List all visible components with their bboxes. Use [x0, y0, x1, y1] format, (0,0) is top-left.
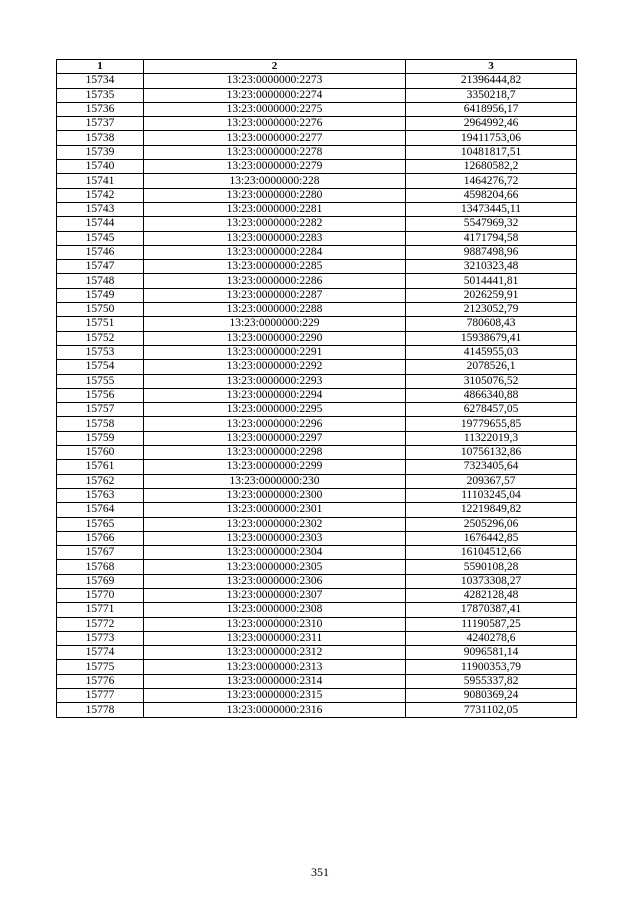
table-row — [57, 588, 577, 602]
cadastral-number-cell: 13:23:0000000:2299 — [144, 460, 406, 474]
cadastral-number-cell: 13:23:0000000:2292 — [144, 360, 406, 374]
cadastral-number-cell: 13:23:0000000:2274 — [144, 88, 406, 102]
value-cell: 5955337,82 — [406, 674, 577, 688]
value-cell: 4282128,48 — [406, 588, 577, 602]
row-number-cell: 15756 — [57, 388, 144, 402]
value-cell: 4145955,03 — [406, 345, 577, 359]
cadastral-number-cell: 13:23:0000000:2280 — [144, 188, 406, 202]
value-cell: 5014441,81 — [406, 274, 577, 288]
table-row — [57, 131, 577, 145]
value-cell: 4171794,58 — [406, 231, 577, 245]
row-number-cell: 15772 — [57, 617, 144, 631]
table-row — [57, 531, 577, 545]
row-number-cell: 15763 — [57, 488, 144, 502]
row-number-cell: 15740 — [57, 160, 144, 174]
value-cell: 2078526,1 — [406, 360, 577, 374]
table-row — [57, 202, 577, 216]
row-number-cell: 15758 — [57, 417, 144, 431]
data-table — [56, 59, 577, 718]
table-row — [57, 245, 577, 259]
table-row — [57, 102, 577, 116]
value-cell: 16104512,66 — [406, 546, 577, 560]
row-number-cell: 15744 — [57, 217, 144, 231]
table-row — [57, 188, 577, 202]
table-row — [57, 74, 577, 88]
value-cell: 13473445,11 — [406, 202, 577, 216]
row-number-cell: 15751 — [57, 317, 144, 331]
value-cell: 10373308,27 — [406, 574, 577, 588]
value-cell: 17870387,41 — [406, 603, 577, 617]
row-number-cell: 15736 — [57, 102, 144, 116]
row-number-cell: 15771 — [57, 603, 144, 617]
row-number-cell: 15754 — [57, 360, 144, 374]
value-cell: 2123052,79 — [406, 303, 577, 317]
table-row — [57, 260, 577, 274]
row-number-cell: 15757 — [57, 403, 144, 417]
cadastral-number-cell: 13:23:0000000:2278 — [144, 145, 406, 159]
cadastral-number-cell: 13:23:0000000:2285 — [144, 260, 406, 274]
table-row — [57, 388, 577, 402]
row-number-cell: 15759 — [57, 431, 144, 445]
row-number-cell: 15767 — [57, 546, 144, 560]
row-number-cell: 15737 — [57, 117, 144, 131]
column-header: 3 — [406, 60, 577, 74]
value-cell: 5547969,32 — [406, 217, 577, 231]
row-number-cell: 15738 — [57, 131, 144, 145]
table-row — [57, 431, 577, 445]
cadastral-number-cell: 13:23:0000000:2281 — [144, 202, 406, 216]
cadastral-number-cell: 13:23:0000000:2276 — [144, 117, 406, 131]
table-body — [57, 74, 577, 717]
table-row — [57, 331, 577, 345]
value-cell: 6278457,05 — [406, 403, 577, 417]
table-row — [57, 517, 577, 531]
table-row — [57, 217, 577, 231]
table-row — [57, 503, 577, 517]
row-number-cell: 15747 — [57, 260, 144, 274]
cadastral-number-cell: 13:23:0000000:2302 — [144, 517, 406, 531]
row-number-cell: 15743 — [57, 202, 144, 216]
value-cell: 4866340,88 — [406, 388, 577, 402]
value-cell: 5590108,28 — [406, 560, 577, 574]
row-number-cell: 15761 — [57, 460, 144, 474]
cadastral-number-cell: 13:23:0000000:2283 — [144, 231, 406, 245]
value-cell: 3350218,7 — [406, 88, 577, 102]
row-number-cell: 15739 — [57, 145, 144, 159]
table-header-row — [57, 60, 577, 74]
table-row — [57, 288, 577, 302]
row-number-cell: 15752 — [57, 331, 144, 345]
cadastral-number-cell: 13:23:0000000:2301 — [144, 503, 406, 517]
value-cell: 11190587,25 — [406, 617, 577, 631]
row-number-cell: 15762 — [57, 474, 144, 488]
row-number-cell: 15764 — [57, 503, 144, 517]
table-row — [57, 546, 577, 560]
table-row — [57, 574, 577, 588]
table-row — [57, 274, 577, 288]
row-number-cell: 15776 — [57, 674, 144, 688]
value-cell: 2505296,06 — [406, 517, 577, 531]
table-row — [57, 446, 577, 460]
value-cell: 19411753,06 — [406, 131, 577, 145]
cadastral-number-cell: 13:23:0000000:2277 — [144, 131, 406, 145]
table-row — [57, 689, 577, 703]
row-number-cell: 15778 — [57, 703, 144, 717]
value-cell: 209367,57 — [406, 474, 577, 488]
table-row — [57, 617, 577, 631]
table-row — [57, 231, 577, 245]
table-row — [57, 88, 577, 102]
table-row — [57, 674, 577, 688]
cadastral-number-cell: 13:23:0000000:2287 — [144, 288, 406, 302]
table-row — [57, 317, 577, 331]
row-number-cell: 15765 — [57, 517, 144, 531]
cadastral-number-cell: 13:23:0000000:2307 — [144, 588, 406, 602]
value-cell: 11103245,04 — [406, 488, 577, 502]
value-cell: 2026259,91 — [406, 288, 577, 302]
row-number-cell: 15734 — [57, 74, 144, 88]
value-cell: 1464276,72 — [406, 174, 577, 188]
cadastral-number-cell: 13:23:0000000:2312 — [144, 646, 406, 660]
table-row — [57, 646, 577, 660]
row-number-cell: 15741 — [57, 174, 144, 188]
row-number-cell: 15769 — [57, 574, 144, 588]
table-row — [57, 174, 577, 188]
row-number-cell: 15746 — [57, 245, 144, 259]
table-row — [57, 303, 577, 317]
cadastral-number-cell: 13:23:0000000:2311 — [144, 631, 406, 645]
row-number-cell: 15749 — [57, 288, 144, 302]
cadastral-number-cell: 13:23:0000000:2296 — [144, 417, 406, 431]
row-number-cell: 15750 — [57, 303, 144, 317]
table-row — [57, 460, 577, 474]
row-number-cell: 15773 — [57, 631, 144, 645]
value-cell: 11900353,79 — [406, 660, 577, 674]
value-cell: 19779655,85 — [406, 417, 577, 431]
value-cell: 780608,43 — [406, 317, 577, 331]
cadastral-number-cell: 13:23:0000000:2279 — [144, 160, 406, 174]
table-row — [57, 474, 577, 488]
value-cell: 3105076,52 — [406, 374, 577, 388]
cadastral-number-cell: 13:23:0000000:2316 — [144, 703, 406, 717]
value-cell: 10481817,51 — [406, 145, 577, 159]
value-cell: 4240278,6 — [406, 631, 577, 645]
value-cell: 2964992,46 — [406, 117, 577, 131]
row-number-cell: 15760 — [57, 446, 144, 460]
cadastral-number-cell: 13:23:0000000:2291 — [144, 345, 406, 359]
value-cell: 9080369,24 — [406, 689, 577, 703]
value-cell: 11322019,3 — [406, 431, 577, 445]
cadastral-number-cell: 13:23:0000000:2310 — [144, 617, 406, 631]
value-cell: 1676442,85 — [406, 531, 577, 545]
cadastral-number-cell: 13:23:0000000:2314 — [144, 674, 406, 688]
cadastral-number-cell: 13:23:0000000:2306 — [144, 574, 406, 588]
cadastral-number-cell: 13:23:0000000:2303 — [144, 531, 406, 545]
value-cell: 12680582,2 — [406, 160, 577, 174]
table-row — [57, 374, 577, 388]
table-row — [57, 560, 577, 574]
cadastral-number-cell: 13:23:0000000:2298 — [144, 446, 406, 460]
row-number-cell: 15742 — [57, 188, 144, 202]
value-cell: 6418956,17 — [406, 102, 577, 116]
row-number-cell: 15768 — [57, 560, 144, 574]
table-row — [57, 117, 577, 131]
page-number: 351 — [311, 865, 329, 879]
cadastral-number-cell: 13:23:0000000:2305 — [144, 560, 406, 574]
cadastral-number-cell: 13:23:0000000:2290 — [144, 331, 406, 345]
cadastral-number-cell: 13:23:0000000:2288 — [144, 303, 406, 317]
column-header: 1 — [57, 60, 144, 74]
table-row — [57, 631, 577, 645]
table-row — [57, 345, 577, 359]
row-number-cell: 15775 — [57, 660, 144, 674]
row-number-cell: 15755 — [57, 374, 144, 388]
value-cell: 7731102,05 — [406, 703, 577, 717]
table-row — [57, 660, 577, 674]
cadastral-number-cell: 13:23:0000000:2275 — [144, 102, 406, 116]
cadastral-number-cell: 13:23:0000000:230 — [144, 474, 406, 488]
cadastral-number-cell: 13:23:0000000:2284 — [144, 245, 406, 259]
table-row — [57, 145, 577, 159]
row-number-cell: 15735 — [57, 88, 144, 102]
row-number-cell: 15770 — [57, 588, 144, 602]
cadastral-number-cell: 13:23:0000000:2313 — [144, 660, 406, 674]
cadastral-number-cell: 13:23:0000000:2297 — [144, 431, 406, 445]
value-cell: 3210323,48 — [406, 260, 577, 274]
cadastral-number-cell: 13:23:0000000:229 — [144, 317, 406, 331]
row-number-cell: 15753 — [57, 345, 144, 359]
row-number-cell: 15777 — [57, 689, 144, 703]
value-cell: 15938679,41 — [406, 331, 577, 345]
cadastral-number-cell: 13:23:0000000:2315 — [144, 689, 406, 703]
cadastral-number-cell: 13:23:0000000:2293 — [144, 374, 406, 388]
table-row — [57, 360, 577, 374]
value-cell: 21396444,82 — [406, 74, 577, 88]
cadastral-number-cell: 13:23:0000000:2304 — [144, 546, 406, 560]
table-row — [57, 488, 577, 502]
cadastral-number-cell: 13:23:0000000:2294 — [144, 388, 406, 402]
cadastral-number-cell: 13:23:0000000:2300 — [144, 488, 406, 502]
row-number-cell: 15748 — [57, 274, 144, 288]
row-number-cell: 15766 — [57, 531, 144, 545]
cadastral-number-cell: 13:23:0000000:228 — [144, 174, 406, 188]
cadastral-number-cell: 13:23:0000000:2295 — [144, 403, 406, 417]
value-cell: 7323405,64 — [406, 460, 577, 474]
value-cell: 10756132,86 — [406, 446, 577, 460]
cadastral-number-cell: 13:23:0000000:2308 — [144, 603, 406, 617]
cadastral-number-cell: 13:23:0000000:2273 — [144, 74, 406, 88]
table-row — [57, 603, 577, 617]
value-cell: 12219849,82 — [406, 503, 577, 517]
table-row — [57, 403, 577, 417]
value-cell: 4598204,66 — [406, 188, 577, 202]
cadastral-number-cell: 13:23:0000000:2282 — [144, 217, 406, 231]
row-number-cell: 15745 — [57, 231, 144, 245]
table-row — [57, 417, 577, 431]
value-cell: 9096581,14 — [406, 646, 577, 660]
row-number-cell: 15774 — [57, 646, 144, 660]
cadastral-number-cell: 13:23:0000000:2286 — [144, 274, 406, 288]
value-cell: 9887498,96 — [406, 245, 577, 259]
table-row — [57, 160, 577, 174]
table-row — [57, 703, 577, 717]
column-header: 2 — [144, 60, 406, 74]
